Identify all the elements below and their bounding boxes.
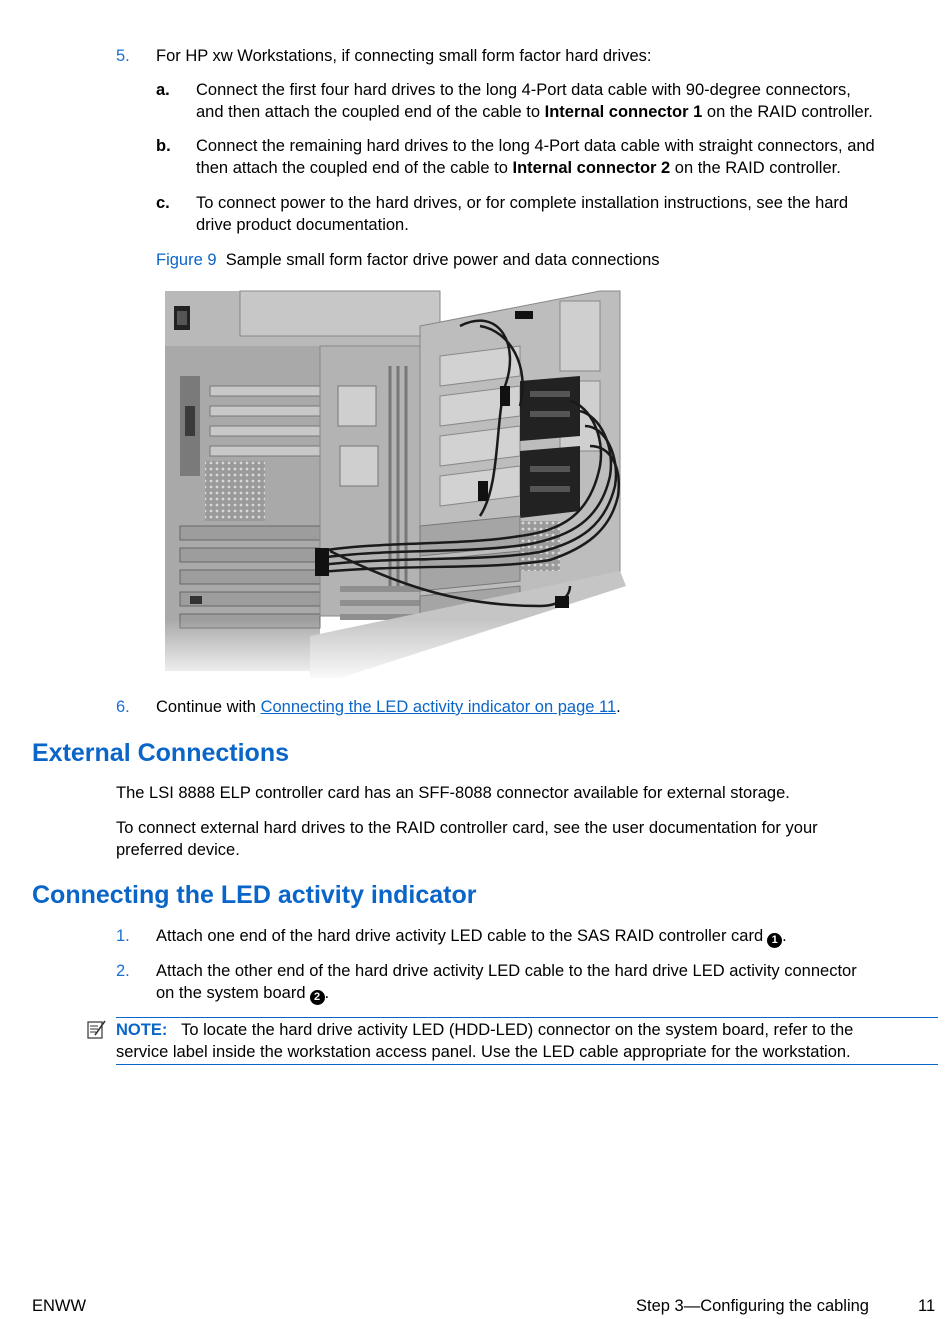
section-heading: External Connections	[32, 739, 289, 767]
paragraph: The LSI 8888 ELP controller card has an SFF-8088 connector available for external storage.	[116, 784, 790, 802]
workstation-chassis-illustration	[160, 286, 626, 678]
substep-line: then attach the coupled end of the cable to Internal connector 2 on the RAID controller.	[196, 159, 841, 177]
note-box	[116, 1017, 938, 1065]
substep-line: Connect the remaining hard drives to the long 4-Port data cable with straight connectors, and	[196, 137, 875, 155]
step-number: 2.	[116, 962, 130, 980]
figure-caption	[156, 249, 660, 271]
substep-a	[196, 79, 941, 123]
note-text: service label inside the workstation access panel. Use the LED cable appropriate for the workstation.	[116, 1043, 851, 1061]
substep-line: To connect power to the hard drives, or for complete installation instructions, see the hard	[196, 194, 849, 212]
substep-b	[196, 135, 941, 179]
figure-caption-text: Sample small form factor drive power and data connections	[225, 251, 660, 269]
note-text: To locate the hard drive activity LED (HDD-LED) connector on the system board, refer to the	[181, 1021, 854, 1039]
paragraph: To connect external hard drives to the RAID controller card, see the user documentation for your preferred device.	[116, 819, 818, 859]
substep-line: drive product documentation.	[196, 216, 409, 234]
substep-line: and then attach the coupled end of the cable to Internal connector 1 on the RAID controller.	[196, 103, 873, 121]
substep-letter: a.	[156, 81, 170, 99]
footer-left: ENWW	[32, 1297, 87, 1315]
step-number: 5.	[116, 47, 130, 65]
note-icon	[86, 1019, 108, 1041]
step-text: Attach the other end of the hard drive activity LED cable to the hard drive LED activity connector on the system board 2 .	[156, 962, 857, 1003]
callout-2-icon: 2	[310, 990, 325, 1005]
footer-section: Step 3—Configuring the cabling	[636, 1297, 869, 1315]
section-heading: Connecting the LED activity indicator	[32, 881, 477, 909]
step-number: 1.	[116, 927, 130, 945]
step-text: For HP xw Workstations, if connecting small form factor hard drives:	[156, 47, 652, 65]
led-section-link[interactable]: Connecting the LED activity indicator on page 11	[260, 698, 617, 716]
note-label: NOTE:	[116, 1021, 168, 1039]
substep-letter: c.	[156, 194, 170, 212]
step-text: Attach one end of the hard drive activity LED cable to the SAS RAID controller card 1 .	[156, 927, 787, 946]
substep-line: Connect the first four hard drives to the long 4-Port data cable with 90-degree connectors,	[196, 81, 851, 99]
figure-label: Figure 9	[156, 251, 217, 269]
substep-letter: b.	[156, 137, 171, 155]
step-number: 6.	[116, 698, 130, 716]
page-number: 11	[918, 1297, 936, 1315]
substep-c	[196, 192, 941, 236]
callout-1-icon: 1	[767, 933, 782, 948]
step-text: Continue with Connecting the LED activity indicator on page 11.	[156, 698, 621, 716]
